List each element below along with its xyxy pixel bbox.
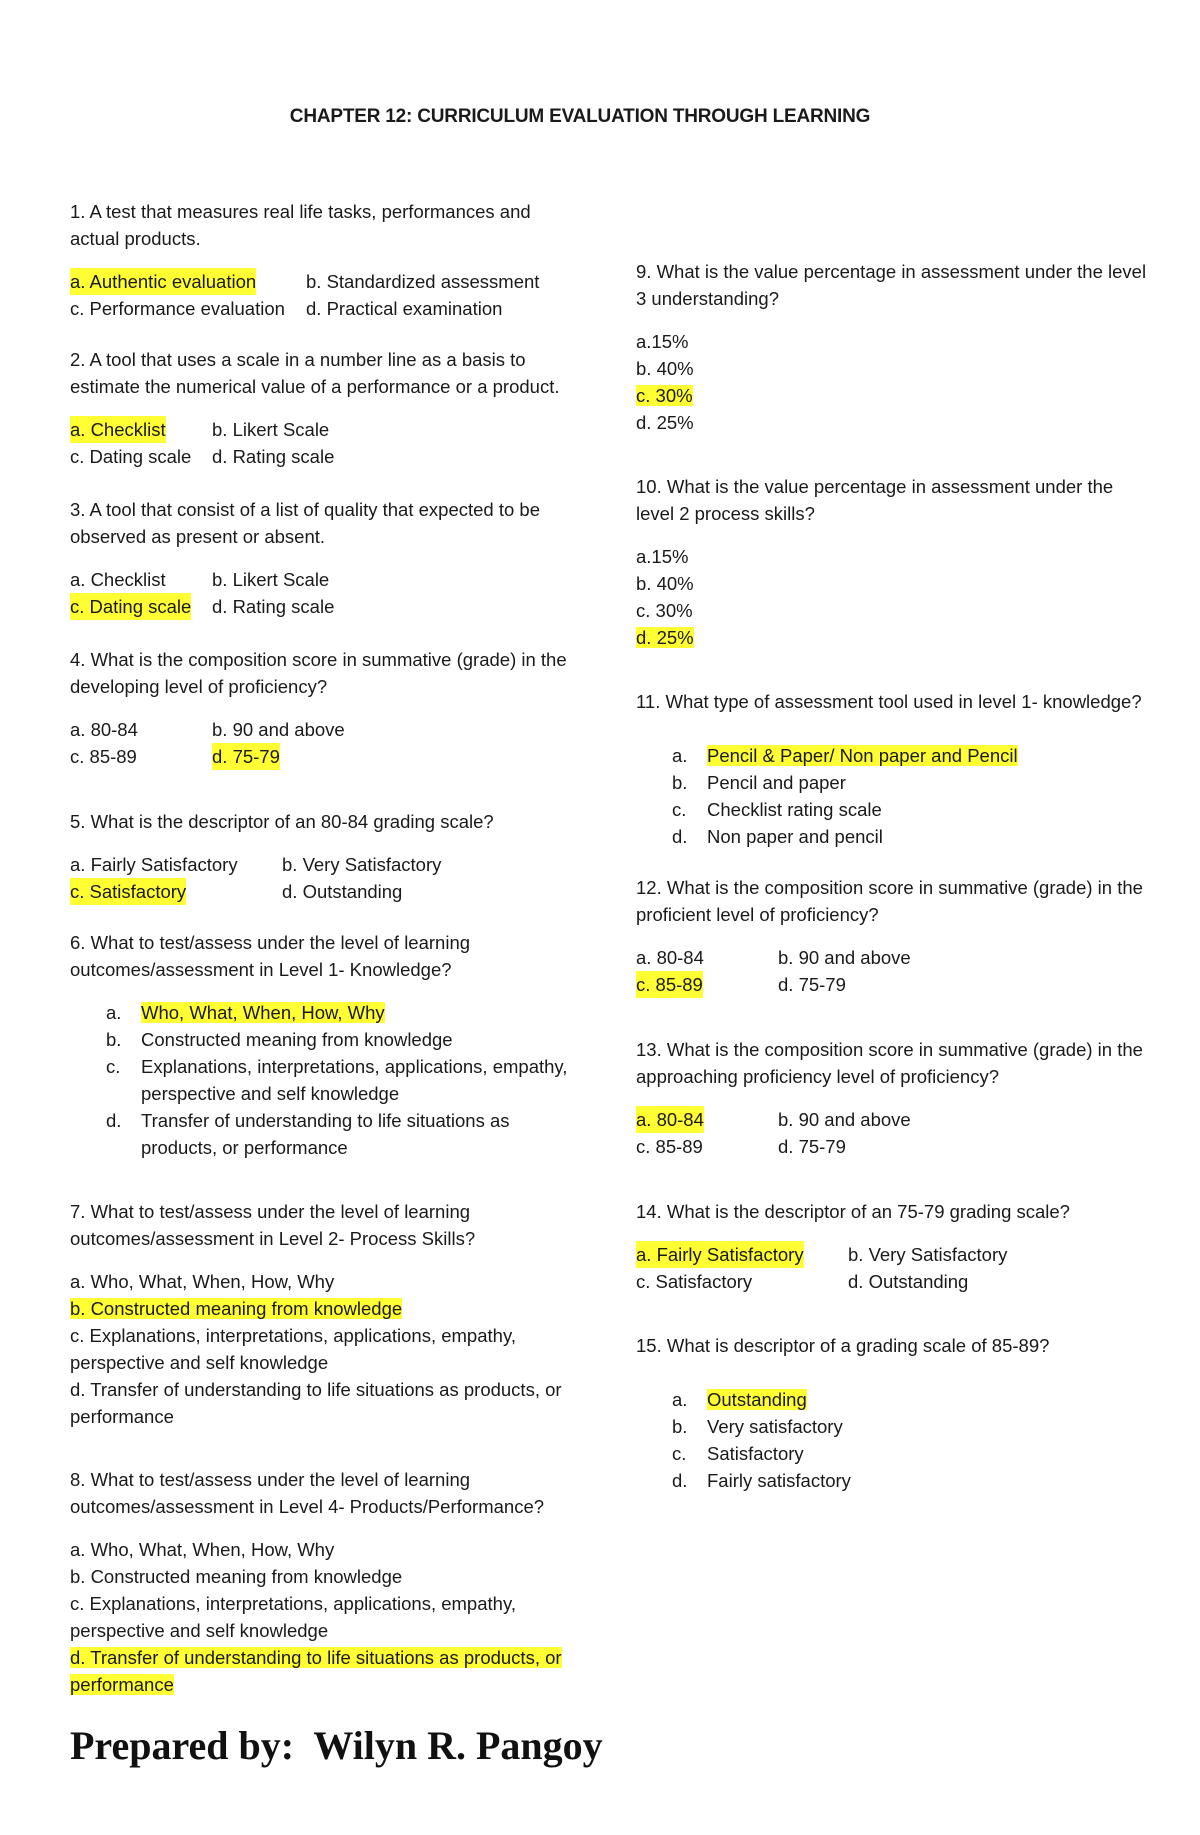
option-d: d. Rating scale <box>212 446 335 467</box>
option-d: Non paper and pencil <box>707 826 883 847</box>
question-text: 12. What is the composition score in summative (grade) in the proficient level of proficiency? <box>636 877 1143 925</box>
option-a: Who, What, When, How, Why <box>141 1002 385 1023</box>
option-d: d. Practical examination <box>306 298 503 319</box>
question-11 <box>636 688 1156 850</box>
option-d: Transfer of understanding to life situations as products, or performance <box>141 1110 510 1158</box>
question-text: 15. What is descriptor of a grading scale of 85-89? <box>636 1335 1050 1356</box>
option-c: Satisfactory <box>707 1443 804 1464</box>
option-marker: d. <box>672 826 688 847</box>
options <box>636 1106 1156 1160</box>
option-marker: c. <box>672 799 687 820</box>
option-a: a.15% <box>636 331 689 352</box>
question-10 <box>636 473 1156 651</box>
options <box>70 999 570 1161</box>
question-7 <box>70 1198 570 1430</box>
option-c: c. Satisfactory <box>636 1271 753 1292</box>
option-marker: c. <box>672 1443 687 1464</box>
option-a: Outstanding <box>707 1389 807 1410</box>
question-text: 13. What is the composition score in summative (grade) in the approaching proficiency level of proficiency? <box>636 1039 1143 1087</box>
question-text: 5. What is the descriptor of an 80-84 grading scale? <box>70 811 494 832</box>
prepared-label: Prepared by: <box>70 1723 295 1768</box>
option-d: d. Outstanding <box>848 1271 969 1292</box>
option-b: b. 40% <box>636 358 694 379</box>
options <box>636 328 1156 436</box>
question-15 <box>636 1332 1156 1494</box>
author-name: Wilyn R. Pangoy <box>313 1723 603 1768</box>
options <box>70 416 570 470</box>
question-13 <box>636 1036 1156 1160</box>
question-text: 6. What to test/assess under the level of learning outcomes/assessment in Level 1- Knowledge? <box>70 932 471 980</box>
question-text: 14. What is the descriptor of an 75-79 grading scale? <box>636 1201 1070 1222</box>
option-d: d. Transfer of understanding to life situations as products, or performance <box>70 1379 562 1427</box>
option-marker: c. <box>106 1056 121 1077</box>
question-text: 4. What is the composition score in summative (grade) in the developing level of proficiency? <box>70 649 567 697</box>
question-text: 1. A test that measures real life tasks, performances and actual products. <box>70 201 531 249</box>
option-b: b. 90 and above <box>778 947 911 968</box>
question-1 <box>70 198 570 322</box>
option-a: a.15% <box>636 546 689 567</box>
option-b: b. Likert Scale <box>212 569 330 590</box>
option-a: a. Checklist <box>70 416 166 443</box>
option-b: b. 90 and above <box>212 719 345 740</box>
options <box>70 1536 570 1698</box>
options <box>70 268 570 322</box>
option-b: b. Constructed meaning from knowledge <box>70 1298 403 1319</box>
option-a: a. 80-84 <box>636 947 704 968</box>
option-b: b. Very Satisfactory <box>282 854 442 875</box>
option-c: c. Dating scale <box>70 446 192 467</box>
question-text: 10. What is the value percentage in assessment under the level 2 process skills? <box>636 476 1114 524</box>
options <box>636 742 1156 850</box>
question-text: 9. What is the value percentage in assessment under the level 3 understanding? <box>636 261 1147 309</box>
question-text: 2. A tool that uses a scale in a number line as a basis to estimate the numerical value of a performance or a product. <box>70 349 560 397</box>
option-d: d. Outstanding <box>282 881 403 902</box>
option-c: c. 30% <box>636 600 693 621</box>
option-marker: a. <box>672 1389 688 1410</box>
option-c: c. Dating scale <box>70 593 191 620</box>
option-d: d. 25% <box>636 627 694 648</box>
option-c: c. Explanations, interpretations, applications, empathy, perspective and self knowledge <box>70 1325 516 1373</box>
option-a: a. Who, What, When, How, Why <box>70 1271 335 1292</box>
option-a: a. Authentic evaluation <box>70 268 256 295</box>
option-b: b. 90 and above <box>778 1109 911 1130</box>
option-b: Very satisfactory <box>707 1416 843 1437</box>
option-b: b. 40% <box>636 573 694 594</box>
option-marker: b. <box>672 772 688 793</box>
option-d: d. 75-79 <box>778 974 846 995</box>
page-title: CHAPTER 12: CURRICULUM EVALUATION THROUGH LEARNING <box>289 106 871 127</box>
option-d: d. Rating scale <box>212 596 335 617</box>
question-text: 8. What to test/assess under the level of learning outcomes/assessment in Level 4- Products/Performance? <box>70 1469 545 1517</box>
option-marker: b. <box>672 1416 688 1437</box>
option-d: d. Transfer of understanding to life situations as products, or performance <box>70 1647 562 1695</box>
option-marker: b. <box>106 1029 122 1050</box>
option-b: Pencil and paper <box>707 772 846 793</box>
option-b: b. Very Satisfactory <box>848 1244 1008 1265</box>
option-c: Checklist rating scale <box>707 799 882 820</box>
options <box>70 566 570 620</box>
question-6 <box>70 929 570 1161</box>
option-a: a. 80-84 <box>70 719 138 740</box>
option-a: a. 80-84 <box>636 1106 704 1133</box>
question-3 <box>70 496 570 620</box>
option-c: c. Explanations, interpretations, applications, empathy, perspective and self knowledge <box>70 1593 516 1641</box>
option-c: Explanations, interpretations, applications, empathy, perspective and self knowledge <box>141 1056 568 1104</box>
question-9 <box>636 258 1156 436</box>
option-c: c. 85-89 <box>636 971 703 998</box>
options <box>70 851 570 905</box>
option-a: a. Who, What, When, How, Why <box>70 1539 335 1560</box>
option-c: c. 85-89 <box>70 746 137 767</box>
option-b: b. Likert Scale <box>212 419 330 440</box>
question-5 <box>70 808 570 905</box>
option-c: c. 30% <box>636 385 693 406</box>
option-d: d. 75-79 <box>212 743 280 770</box>
question-2 <box>70 346 570 470</box>
option-marker: d. <box>672 1470 688 1491</box>
options <box>70 716 570 770</box>
option-b: b. Standardized assessment <box>306 271 540 292</box>
options <box>636 1241 1156 1295</box>
question-12 <box>636 874 1156 998</box>
question-text: 7. What to test/assess under the level of learning outcomes/assessment in Level 2- Process Skills? <box>70 1201 476 1249</box>
option-d: Fairly satisfactory <box>707 1470 851 1491</box>
question-14 <box>636 1198 1156 1295</box>
option-a: a. Checklist <box>70 569 166 590</box>
option-marker: d. <box>106 1110 122 1131</box>
question-text: 3. A tool that consist of a list of quality that expected to be observed as present or absent. <box>70 499 540 547</box>
question-text: 11. What type of assessment tool used in level 1- knowledge? <box>636 691 1142 712</box>
question-8 <box>70 1466 570 1698</box>
question-4 <box>70 646 570 770</box>
option-a: a. Fairly Satisfactory <box>636 1241 804 1268</box>
options <box>636 944 1156 998</box>
option-c: c. 85-89 <box>636 1136 703 1157</box>
option-b: b. Constructed meaning from knowledge <box>70 1566 403 1587</box>
option-b: Constructed meaning from knowledge <box>141 1029 453 1050</box>
options <box>636 1386 1156 1494</box>
option-c: c. Performance evaluation <box>70 298 285 319</box>
option-d: d. 25% <box>636 412 694 433</box>
options <box>70 1268 570 1430</box>
option-c: c. Satisfactory <box>70 878 186 905</box>
option-a: Pencil & Paper/ Non paper and Pencil <box>707 745 1018 766</box>
options <box>636 543 1156 651</box>
option-d: d. 75-79 <box>778 1136 846 1157</box>
option-marker: a. <box>672 745 688 766</box>
option-a: a. Fairly Satisfactory <box>70 854 238 875</box>
prepared-by-footer <box>70 1722 603 1769</box>
option-marker: a. <box>106 1002 122 1023</box>
